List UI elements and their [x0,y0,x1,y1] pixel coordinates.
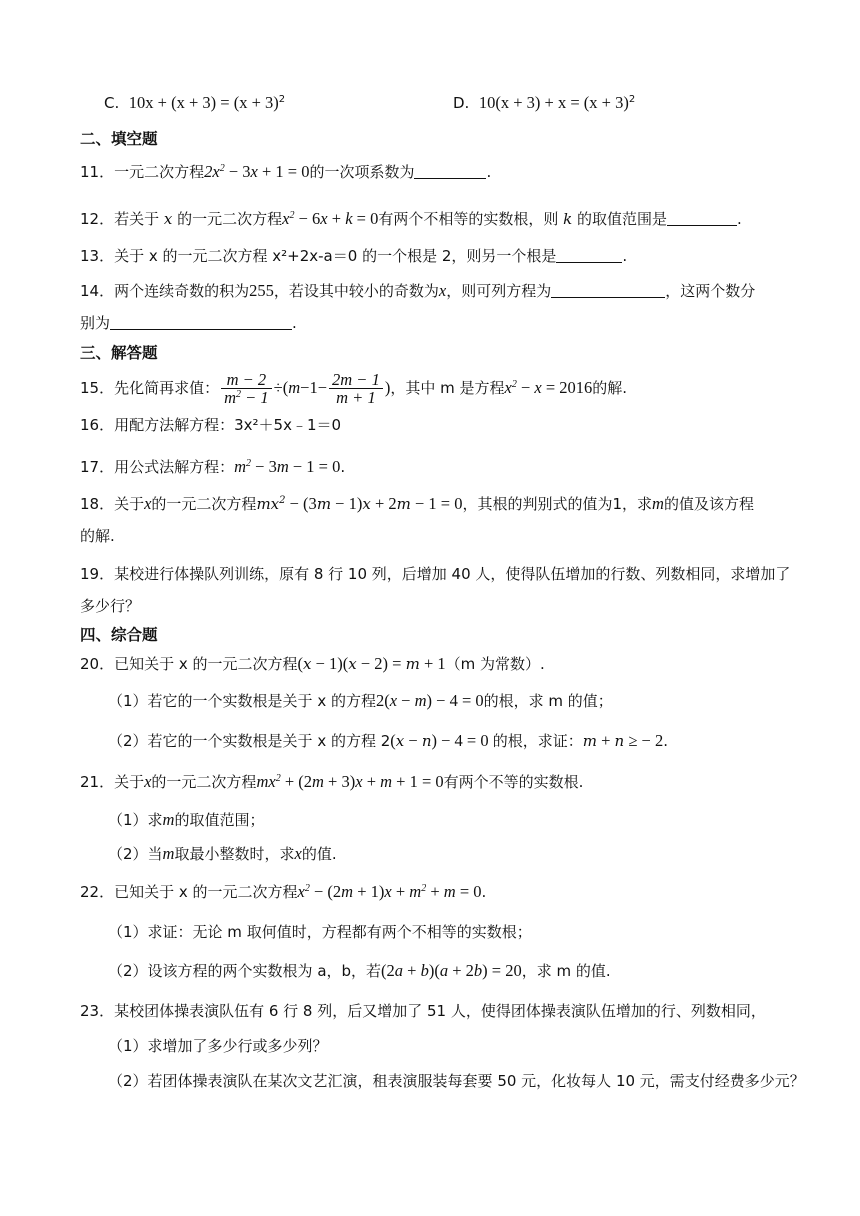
q10-option-c-expr: 10x + (x + 3) = (x + 3) [128,93,279,112]
question-12: 12．若关于 x 的一元二次方程$x^2 - 6x + k = 0$有两个不相等的实数根，则 k 的取值范围是 . [80,209,742,228]
question-17: 17．用公式法解方程：$m^2 - 3m - 1 = 0$. [80,457,346,476]
question-14-line-1: 14．两个连续奇数的积为255，若设其中较小的奇数为x，则可列方程为 ，这两个数分 [80,281,756,300]
question-22-part-2: （2）设该方程的两个实数根为 a，b，若(2a + b)(a + 2b) = 20，求 m 的值. [108,961,611,980]
answer-blank[interactable] [667,209,737,226]
question-20-part-1: （1）若它的一个实数根是关于 x 的方程2(x − m) − 4 = 0的根，求 m 的值； [108,691,613,710]
question-21-part-1: （1）求m的取值范围； [108,810,265,829]
question-11: 11．一元二次方程$2x^2 - 3x + 1 = 0$的一次项系数为 . [80,162,492,181]
question-23-line-1: 23．某校团体操表演队伍有 6 行 8 列，后又增加了 51 人，使得团体操表演队伍增加的行、列数相同， [80,1002,766,1020]
question-18-line-2: 的解. [80,527,115,545]
answer-blank[interactable] [551,281,665,298]
question-23-part-2: （2）若团体操表演队在某次文艺汇演，租表演服装每套要 50 元，化妆每人 10 元，需支付经费多少元？ [108,1072,805,1090]
q10-option-c: C. $10x + (x + 3) = (x + 3)^2$ [104,93,286,112]
question-20-part-2: （2）若它的一个实数根是关于 x 的方程 2(x − n) − 4 = 0 的根，求证：m + n ≥ − 2. [108,731,668,750]
section-comprehensive-heading: 四、综合题 [80,626,158,644]
question-19-line-1: 19．某校进行体操队列训练，原有 8 行 10 列，后增加 40 人，使得队伍增加的行数、列数相同，求增加了 [80,565,791,583]
section-solve-heading: 三、解答题 [80,344,158,362]
question-21-part-2: （2）当m取最小整数时，求x的值. [108,844,337,863]
answer-blank[interactable] [414,162,486,179]
question-21: 21．关于x的一元二次方程$mx^2 + (2m + 3)x + m + 1 = 0$有两个不等的实数根. [80,772,584,791]
question-14-line-2: 别为 . [80,314,297,332]
section-fill-in-heading: 二、填空题 [80,130,158,148]
question-15: 15．先化简再求值： $\frac{m - 2}{m^2 - 1}$ ÷(m−1− $\frac{2m - 1}{m + 1}$ )，其中 m 是方程$x^2 - x = 2016$的解. [80,370,628,407]
question-16: 16．用配方法解方程：3x²＋5x﹣1＝0 [80,416,342,434]
answer-blank[interactable] [110,313,292,330]
question-22: 22．已知关于 x 的一元二次方程$x^2 - (2m + 1)x + m^2 + m = 0$. [80,882,487,901]
q10-option-d-expr: 10(x + 3) + x = (x + 3) [478,93,629,112]
question-23-part-1: （1）求增加了多少行或多少列？ [108,1037,328,1055]
answer-blank[interactable] [556,246,622,263]
question-22-part-1: （1）求证：无论 m 取何值时，方程都有两个不相等的实数根； [108,923,532,941]
q10-option-d: D. $10(x + 3) + x = (x + 3)^2$ [453,93,636,112]
question-20: 20．已知关于 x 的一元二次方程(x − 1)(x − 2) = m + 1（m 为常数）. [80,654,545,673]
question-13: 13．关于 x 的一元二次方程 x²+2x-a＝0 的一个根是 2，则另一个根是 . [80,247,628,265]
question-19-line-2: 多少行？ [80,597,141,615]
question-18-line-1: 18．关于x的一元二次方程$mx^2 - (3m - 1)x + 2m - 1 = 0$，其根的判别式的值为1，求m的值及该方程 [80,494,754,513]
